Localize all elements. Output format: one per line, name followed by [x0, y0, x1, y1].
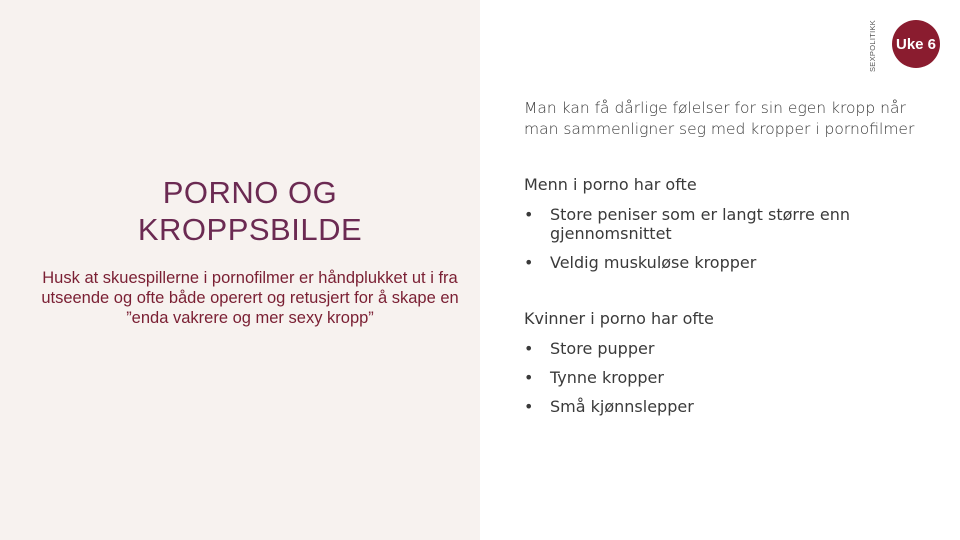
uke6-logo: [868, 18, 944, 72]
list-item: • Små kjønnslepper: [524, 397, 694, 416]
logo-circle: Uke 6: [892, 20, 940, 68]
women-list: [524, 339, 924, 416]
men-list: [524, 205, 924, 272]
bullet-icon: •: [524, 205, 534, 224]
bullet-icon: •: [524, 368, 534, 387]
slide-title: PORNO OG KROPPSBILDE: [137, 175, 363, 247]
intro-text: Man kan få dårlige følelser for sin egen kropp når man sammenligner seg med kropper i pornofilmer: [524, 99, 915, 138]
bullet-icon: •: [524, 339, 534, 358]
logo-vertical-text: SEXPOLITIKK: [868, 19, 877, 72]
content-area: [524, 98, 924, 416]
bullet-icon: •: [524, 253, 534, 272]
slide-subtitle: Husk at skuespillerne i pornofilmer er håndplukket ut i fra utseende og ofte både operert og retusjert for å skape en ”enda vakrere og mer sexy kropp”: [41, 269, 459, 327]
bullet-icon: •: [524, 397, 534, 416]
list-item: • Veldig muskuløse kropper: [524, 253, 757, 272]
list-item: • Store peniser som er langt større enn gjennomsnittet: [524, 205, 850, 243]
women-heading: Kvinner i porno har ofte: [524, 309, 714, 328]
list-item: • Tynne kropper: [524, 368, 664, 387]
men-heading: Menn i porno har ofte: [524, 175, 697, 194]
list-item: • Store pupper: [524, 339, 655, 358]
